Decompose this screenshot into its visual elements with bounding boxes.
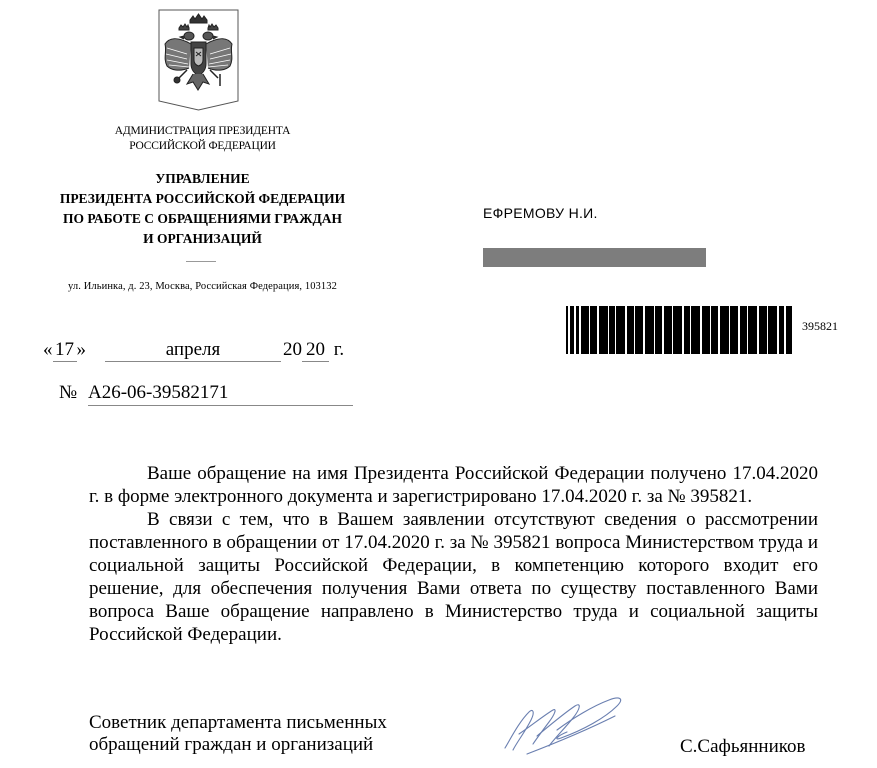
barcode-number: 395821 (802, 319, 838, 333)
body-paragraph-2: В связи с тем, что в Вашем заявлении отсутствуют сведения о рассмотрении поставленного в обращении от 17.04.2020 г. за № 395821 вопроса Министерством труда и социальной защиты Российской Федерации, в компетенцию которого входит его решение, для обеспечения получения Вами ответа по существу поставленного Вами вопроса Ваше обращение направлено в Министерство труда и социальной защиты Российской Федерации. (89, 509, 818, 645)
dept-line-4: И ОРГАНИЗАЦИЙ (143, 231, 262, 246)
admin-line-1: АДМИНИСТРАЦИЯ ПРЕЗИДЕНТА (114, 125, 291, 137)
dept-line-2: ПРЕЗИДЕНТА РОССИЙСКОЙ ФЕДЕРАЦИИ (59, 191, 346, 206)
signatory-title (89, 712, 387, 756)
date-open-quote: « (43, 339, 53, 360)
department-title (20, 169, 385, 249)
signatory-title-line-2: обращений граждан и организаций (89, 734, 374, 755)
date-year-suffix: 20 (302, 339, 329, 362)
signatory-title-line-1: Советник департамента письменных (89, 712, 387, 733)
barcode (566, 306, 792, 354)
sender-address: ул. Ильинка, д. 23, Москва, Российская Федерация, 103132 (68, 281, 337, 292)
date-year-unit: г. (333, 339, 345, 360)
date-year-prefix: 20 (283, 339, 302, 360)
date-month: апреля (105, 339, 281, 362)
body-paragraph-1: Ваше обращение на имя Президента Российской Федерации получено 17.04.2020 г. в форме электронного документа и зарегистрировано 17.04.2020 г. за № 395821. (89, 463, 818, 507)
coat-of-arms-icon (157, 8, 240, 112)
redacted-address (483, 248, 706, 267)
registration-label: № (59, 382, 78, 403)
recipient-name: ЕФРЕМОВУ Н.И. (483, 205, 598, 221)
dept-line-1: УПРАВЛЕНИЕ (155, 171, 250, 186)
registration-number: А26-06-39582171 (88, 382, 353, 406)
date-day: 17 (53, 339, 77, 362)
handwritten-signature (497, 690, 637, 762)
date-line (43, 339, 86, 362)
letter-body (89, 462, 818, 646)
admin-line-2: РОССИЙСКОЙ ФЕДЕРАЦИИ (129, 140, 276, 152)
date-year-field (283, 339, 344, 362)
date-month-field (105, 339, 281, 362)
signatory-name: С.Сафьянников (680, 736, 806, 757)
dept-line-3: ПО РАБОТЕ С ОБРАЩЕНИЯМИ ГРАЖДАН (62, 211, 343, 226)
date-close-quote: » (76, 339, 86, 360)
divider (186, 261, 216, 262)
administration-title (30, 124, 375, 154)
